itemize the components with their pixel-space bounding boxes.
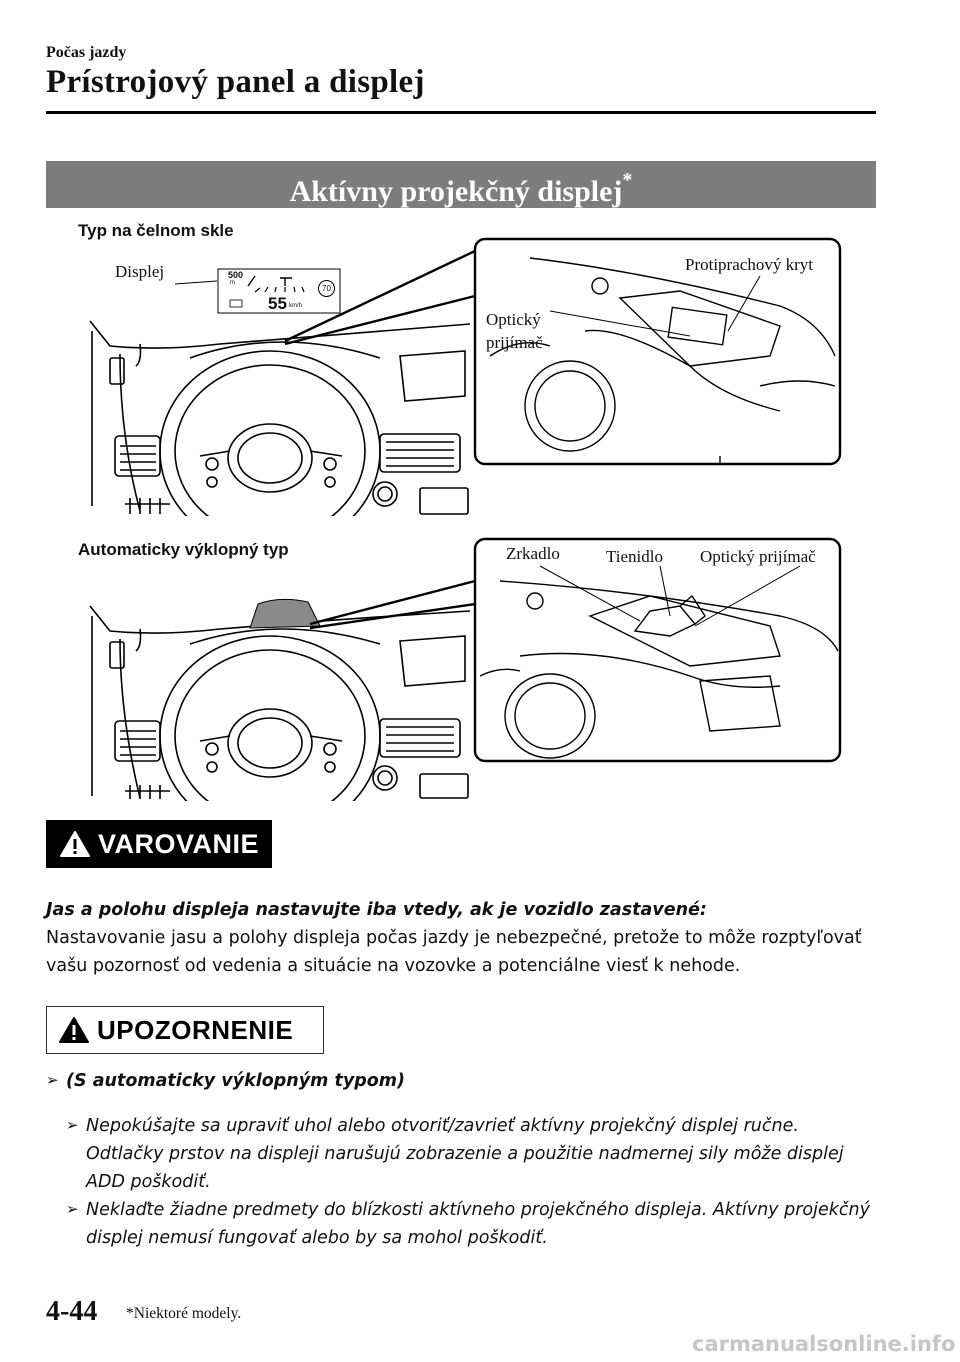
caution-item-heading: (S automaticky výklopným typom) xyxy=(66,1071,406,1091)
hud-distance: 500 xyxy=(228,270,244,280)
warning-label-box xyxy=(46,820,272,868)
figure1-subtitle: Typ na čelnom skle xyxy=(78,221,234,240)
figure2-illustration xyxy=(80,536,850,801)
hud-speed: 55 xyxy=(268,294,287,313)
footnote: *Niektoré modely. xyxy=(126,1305,242,1322)
hud-distance-unit: m xyxy=(230,280,235,286)
callout-mirror: Zrkadlo xyxy=(506,544,560,563)
callout-sensor-line1: Optický xyxy=(486,310,541,329)
warning-body-line2: vašu pozornosť od vedenia a situácie na vozovke a potenciálne viesť k nehode. xyxy=(46,956,741,976)
title-rule xyxy=(46,111,876,114)
hud-speed-limit: 70 xyxy=(318,280,335,297)
callout-sensor: Optický prijímač xyxy=(700,547,816,566)
callout-display: Displej xyxy=(115,262,165,281)
caution-sub2-line2: displej nemusí fungovať alebo by sa mohol poškodiť. xyxy=(86,1228,548,1248)
hud-speed-unit: km/h xyxy=(289,303,303,309)
caution-sub1-line3: ADD poškodiť. xyxy=(86,1172,211,1192)
footnote-mark: * xyxy=(622,169,633,191)
caution-sub2-line1: Neklaďte žiadne predmety do blízkosti aktívneho projekčného displeja. Aktívny projekčný xyxy=(86,1200,870,1220)
caution-label-box xyxy=(46,1006,324,1054)
warning-triangle-icon xyxy=(58,829,92,859)
caution-sub1-line1: Nepokúšajte sa upraviť uhol alebo otvoriť/zavrieť aktívny projekčný displej ručne. xyxy=(86,1116,799,1136)
bullet-arrow-icon: ➢ xyxy=(66,1116,79,1134)
page-title: Prístrojový panel a displej xyxy=(46,64,425,100)
callout-shade: Tienidlo xyxy=(606,547,664,566)
bullet-arrow-icon: ➢ xyxy=(66,1200,79,1218)
breadcrumb: Počas jazdy xyxy=(46,44,127,61)
page-number: 4-44 xyxy=(46,1296,98,1327)
warning-body-line1: Nastavovanie jasu a polohy displeja počas jazdy je nebezpečné, pretože to môže rozptyľovať xyxy=(46,928,862,948)
bullet-arrow-icon: ➢ xyxy=(46,1071,59,1089)
figure1-illustration xyxy=(80,236,850,516)
caution-label: UPOZORNENIE xyxy=(97,1014,294,1045)
caution-sub1-line2: Odtlačky prstov na displeji narušujú zobrazenie a použitie nadmernej sily môže displej xyxy=(86,1144,844,1164)
warning-label: VAROVANIE xyxy=(98,828,260,859)
callout-dust-cover: Protiprachový kryt xyxy=(685,255,813,274)
watermark: carmanualsonline.info xyxy=(692,1332,956,1356)
warning-heading: Jas a polohu displeja nastavujte iba vtedy, ak je vozidlo zastavené: xyxy=(46,900,707,920)
caution-triangle-icon xyxy=(57,1015,91,1045)
section-title: Aktívny projekčný displej xyxy=(289,175,623,208)
figure2-subtitle: Automaticky výklopný typ xyxy=(78,540,289,559)
callout-sensor-line2: prijímač xyxy=(486,333,543,352)
section-banner xyxy=(46,161,876,208)
